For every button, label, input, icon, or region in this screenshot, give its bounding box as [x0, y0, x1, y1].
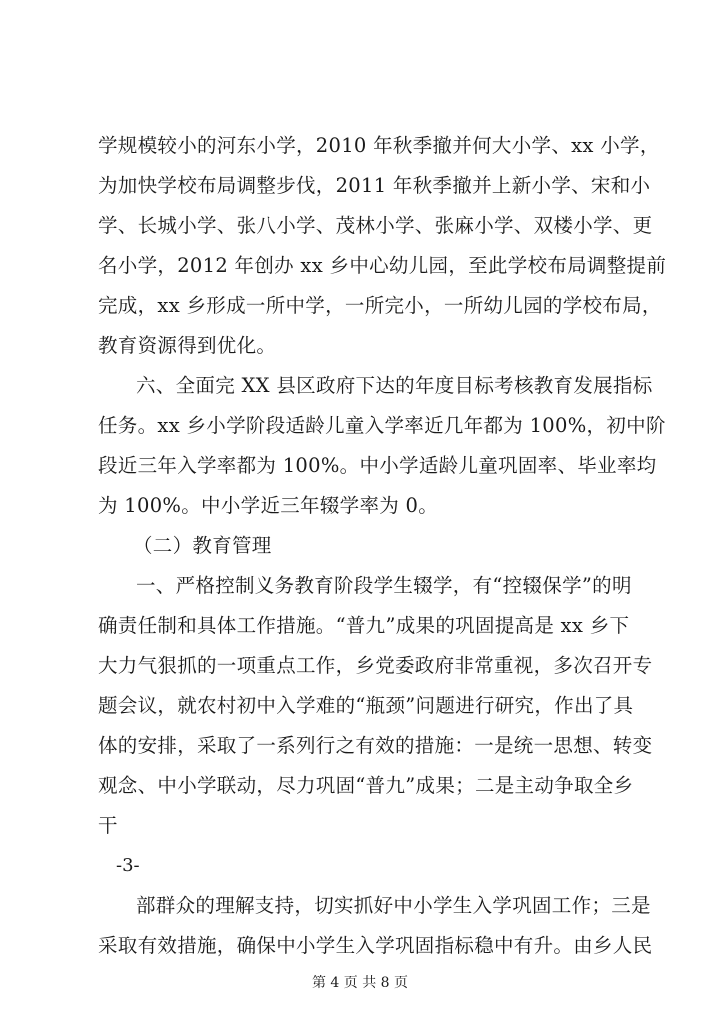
- paragraph-line: 体的安排，采取了一系列行之有效的措施：一是统一思想、转变: [98, 734, 653, 757]
- paragraph-line: 采取有效措施，确保中小学生入学巩固指标稳中有升。由乡人民: [98, 934, 653, 957]
- paragraph-line: 六、全面完 XX 县区政府下达的年度目标考核教育发展指标: [136, 374, 653, 397]
- paragraph-line: 段近三年入学率都为 100%。中小学适龄儿童巩固率、毕业率均: [98, 454, 657, 477]
- paragraph-line: 任务。xx 乡小学阶段适龄儿童入学率近几年都为 100%，初中阶: [98, 414, 666, 437]
- paragraph-line: 教育资源得到优化。: [98, 334, 277, 357]
- paragraph-line: 部群众的理解支持，切实抓好中小学生入学巩固工作；三是: [136, 894, 651, 917]
- paragraph-line: 为加快学校布局调整步伐，2011 年秋季撤并上新小学、宋和小: [98, 174, 651, 197]
- paragraph-line: 名小学，2012 年创办 xx 乡中心幼儿园，至此学校布局调整提前: [98, 254, 667, 277]
- paragraph-line: 学规模较小的河东小学，2010 年秋季撤并何大小学、xx 小学，: [98, 134, 660, 157]
- paragraph-line: 大力气狠抓的一项重点工作，乡党委政府非常重视，多次召开专: [98, 654, 653, 677]
- page-marker: -3-: [116, 855, 140, 876]
- section-heading: （二）教育管理: [133, 534, 272, 557]
- paragraph-line: 干: [98, 814, 118, 837]
- paragraph-line: 学、长城小学、张八小学、茂林小学、张麻小学、双楼小学、更: [98, 214, 653, 237]
- paragraph-line: 完成，xx 乡形成一所中学，一所完小，一所幼儿园的学校布局，: [98, 294, 662, 317]
- paragraph-line: 一、严格控制义务教育阶段学生辍学，有“控辍保学”的明: [136, 574, 632, 597]
- paragraph-line: 为 100%。中小学近三年辍学率为 0。: [98, 494, 439, 517]
- page-footer: 第 4 页 共 8 页: [311, 975, 409, 991]
- paragraph-line: 题会议，就农村初中入学难的“瓶颈”问题进行研究，作出了具: [98, 694, 634, 717]
- paragraph-line: 观念、中小学联动，尽力巩固“普九”成果；二是主动争取全乡: [98, 774, 634, 797]
- paragraph-line: 确责任制和具体工作措施。“普九”成果的巩固提高是 xx 乡下: [98, 614, 630, 637]
